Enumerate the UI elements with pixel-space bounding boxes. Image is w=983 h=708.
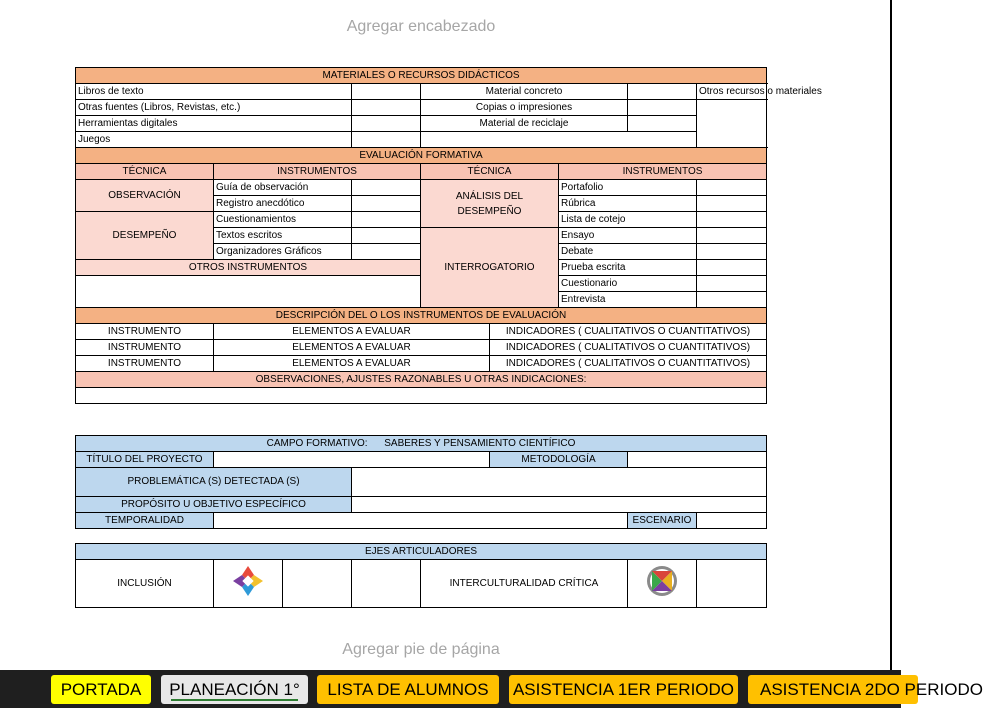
tab-planeacion-label: PLANEACIÓN 1°	[169, 680, 300, 699]
ejes-title: EJES ARTICULADORES	[76, 544, 767, 560]
tab-lista-alumnos[interactable]: LISTA DE ALUMNOS	[317, 675, 499, 704]
cuestionario-label: Cuestionario	[559, 276, 697, 292]
interculturalidad-icon	[646, 565, 678, 597]
page-header-placeholder[interactable]: Agregar encabezado	[346, 18, 496, 35]
guia-check[interactable]	[352, 180, 421, 196]
prueba-label: Prueba escrita	[559, 260, 697, 276]
cuestionamientos-label: Cuestionamientos	[214, 212, 352, 228]
tab-portada[interactable]: PORTADA	[51, 675, 151, 704]
otras-fuentes-check[interactable]	[352, 100, 421, 116]
reciclaje-label: Material de reciclaje	[421, 116, 628, 132]
entrevista-label: Entrevista	[559, 292, 697, 308]
descripcion-row	[76, 324, 767, 340]
indicadores-cell[interactable]: INDICADORES ( CUALITATIVOS O CUANTITATIVOS)	[490, 340, 767, 356]
proposito-input[interactable]	[352, 497, 767, 513]
interculturalidad-label: INTERCULTURALIDAD CRÍTICA	[421, 560, 628, 608]
observaciones-header: OBSERVACIONES, AJUSTES RAZONABLES U OTRAS INDICACIONES:	[76, 372, 767, 388]
escenario-input[interactable]	[697, 513, 767, 529]
interculturalidad-icon-cell	[628, 560, 697, 608]
organizadores-check[interactable]	[352, 244, 421, 260]
ensayo-label: Ensayo	[559, 228, 697, 244]
interrogatorio-technique: INTERROGATORIO	[421, 228, 559, 308]
empty-cell[interactable]	[421, 132, 697, 148]
inclusion-label: INCLUSIÓN	[76, 560, 214, 608]
evaluacion-title: EVALUACIÓN FORMATIVA	[76, 148, 767, 164]
materiales-title: MATERIALES O RECURSOS DIDÁCTICOS	[76, 68, 767, 84]
lista-cotejo-label: Lista de cotejo	[559, 212, 697, 228]
descripcion-title: DESCRIPCIÓN DEL O LOS INSTRUMENTOS DE EVALUACIÓN	[76, 308, 767, 324]
portafolio-check[interactable]	[697, 180, 767, 196]
rubrica-check[interactable]	[697, 196, 767, 212]
otros-instrumentos-header: OTROS INSTRUMENTOS	[76, 260, 421, 276]
debate-check[interactable]	[697, 244, 767, 260]
otras-fuentes-label: Otras fuentes (Libros, Revistas, etc.)	[76, 100, 352, 116]
indicadores-cell[interactable]: INDICADORES ( CUALITATIVOS O CUANTITATIVOS)	[490, 324, 767, 340]
temporalidad-input[interactable]	[214, 513, 628, 529]
elementos-cell[interactable]: ELEMENTOS A EVALUAR	[214, 356, 490, 372]
instrumento-cell[interactable]: INSTRUMENTO	[76, 324, 214, 340]
inclusion-icon	[231, 564, 265, 598]
evaluation-table	[75, 67, 822, 404]
analisis-technique: ANÁLISIS DEL DESEMPEÑO	[421, 180, 559, 228]
descripcion-row	[76, 340, 767, 356]
cuestionamientos-check[interactable]	[352, 212, 421, 228]
campo-formativo-table	[75, 435, 767, 529]
instrumento-cell[interactable]: INSTRUMENTO	[76, 340, 214, 356]
problematica-label: PROBLEMÁTICA (S) DETECTADA (S)	[76, 468, 352, 497]
tecnica-header: TÉCNICA	[76, 164, 214, 180]
organizadores-label: Organizadores Gráficos	[214, 244, 352, 260]
campo-formativo-title: CAMPO FORMATIVO: SABERES Y PENSAMIENTO CIENTÍFICO	[76, 436, 767, 452]
inclusion-check[interactable]	[283, 560, 352, 608]
metodologia-label: METODOLOGÍA	[490, 452, 628, 468]
otros-recursos-label: Otros recursos o materiales	[697, 84, 767, 100]
tecnica-header-2: TÉCNICA	[421, 164, 559, 180]
problematica-input[interactable]	[352, 468, 767, 497]
tab-planeacion[interactable]	[161, 675, 308, 704]
reciclaje-check[interactable]	[628, 116, 697, 132]
temporalidad-label: TEMPORALIDAD	[76, 513, 214, 529]
copias-check[interactable]	[628, 100, 697, 116]
observaciones-area[interactable]	[76, 388, 767, 404]
libros-check[interactable]	[352, 84, 421, 100]
otros-recursos-area[interactable]	[697, 100, 767, 148]
ensayo-check[interactable]	[697, 228, 767, 244]
tab-asistencia-1er-periodo[interactable]: ASISTENCIA 1ER PERIODO	[509, 675, 738, 704]
copias-label: Copias o impresiones	[421, 100, 628, 116]
textos-check[interactable]	[352, 228, 421, 244]
descripcion-row	[76, 356, 767, 372]
entrevista-check[interactable]	[697, 292, 767, 308]
herramientas-label: Herramientas digitales	[76, 116, 352, 132]
sheet-tabs-bar	[0, 670, 983, 708]
tab-asistencia-2do-periodo[interactable]: ASISTENCIA 2DO PERIODO	[748, 675, 918, 704]
escenario-label: ESCENARIO	[628, 513, 697, 529]
elementos-cell[interactable]: ELEMENTOS A EVALUAR	[214, 324, 490, 340]
proposito-label: PROPÓSITO U OBJETIVO ESPECÍFICO	[76, 497, 352, 513]
desempeno-technique: DESEMPEÑO	[76, 212, 214, 260]
cuestionario-check[interactable]	[697, 276, 767, 292]
ejes-table	[75, 543, 767, 608]
metodologia-input[interactable]	[628, 452, 767, 468]
otros-instrumentos-area[interactable]	[76, 276, 421, 308]
material-concreto-check[interactable]	[628, 84, 697, 100]
page-footer-placeholder[interactable]: Agregar pie de página	[342, 641, 500, 658]
instrumentos-header-2: INSTRUMENTOS	[559, 164, 767, 180]
titulo-proyecto-input[interactable]	[214, 452, 490, 468]
elementos-cell[interactable]: ELEMENTOS A EVALUAR	[214, 340, 490, 356]
herramientas-check[interactable]	[352, 116, 421, 132]
interculturalidad-check[interactable]	[697, 560, 767, 608]
material-concreto-label: Material concreto	[421, 84, 628, 100]
libros-label: Libros de texto	[76, 84, 352, 100]
registro-label: Registro anecdótico	[214, 196, 352, 212]
textos-label: Textos escritos	[214, 228, 352, 244]
prueba-check[interactable]	[697, 260, 767, 276]
page-edge	[890, 0, 892, 670]
titulo-proyecto-label: TÍTULO DEL PROYECTO	[76, 452, 214, 468]
indicadores-cell[interactable]: INDICADORES ( CUALITATIVOS O CUANTITATIVOS)	[490, 356, 767, 372]
debate-label: Debate	[559, 244, 697, 260]
juegos-check[interactable]	[352, 132, 421, 148]
instrumentos-header: INSTRUMENTOS	[214, 164, 421, 180]
registro-check[interactable]	[352, 196, 421, 212]
lista-cotejo-check[interactable]	[697, 212, 767, 228]
empty-cell[interactable]	[352, 560, 421, 608]
active-tab-indicator	[171, 699, 298, 701]
instrumento-cell[interactable]: INSTRUMENTO	[76, 356, 214, 372]
guia-label: Guía de observación	[214, 180, 352, 196]
inclusion-icon-cell	[214, 560, 283, 608]
portafolio-label: Portafolio	[559, 180, 697, 196]
rubrica-label: Rúbrica	[559, 196, 697, 212]
observacion-technique: OBSERVACIÓN	[76, 180, 214, 212]
juegos-label: Juegos	[76, 132, 352, 148]
